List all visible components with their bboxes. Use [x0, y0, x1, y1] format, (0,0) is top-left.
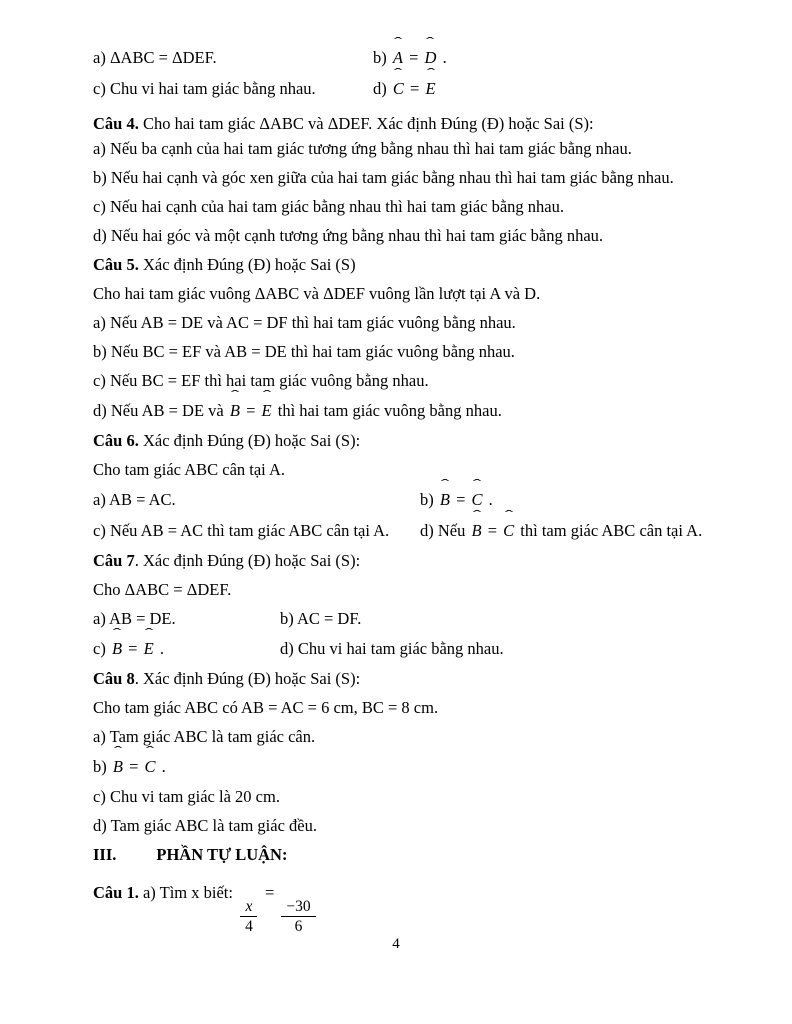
text-run: a) Tam giác ABC là tam giác cân.: [93, 727, 316, 746]
doc-line-left-column: [93, 484, 420, 515]
text-run: =: [124, 639, 142, 658]
circumflex-mark: ˆ: [394, 65, 403, 80]
text-run: c) Chu vi tam giác là 20 cm.: [93, 787, 280, 806]
circumflex-mark: ˆ: [504, 507, 513, 522]
page-number: 4: [392, 936, 400, 952]
document-content: [93, 34, 753, 936]
doc-line: [93, 34, 753, 73]
circumflex-mark: ˆ: [112, 625, 122, 640]
text-run: thì tam giác ABC cân tại A.: [516, 521, 703, 540]
text-run: a) Nếu AB = DE và AC = DF thì hai tam giác vuông bằng nhau.: [93, 313, 516, 332]
circumflex-mark: ˆ: [113, 743, 123, 758]
hat-letter: C: [392, 79, 404, 98]
text-run: b) Nếu hai cạnh và góc xen giữa của hai tam giác bằng nhau thì hai tam giác bằng nhau.: [93, 168, 674, 187]
doc-line-left-column: [93, 515, 420, 546]
text-run: Cho hai tam giác ΔABC và ΔDEF. Xác định Đúng (Đ) hoặc Sai (S):: [138, 114, 594, 133]
doc-line-right-column: [280, 633, 504, 664]
doc-line: [93, 693, 753, 722]
text-run: Câu 7: [93, 551, 135, 570]
fraction: [240, 897, 258, 937]
circumflex-mark: ˆ: [426, 65, 435, 80]
hat-letter: E: [261, 401, 272, 420]
text-run: b) AC = DF.: [280, 609, 362, 628]
angle-hat-notation: [111, 743, 125, 782]
circumflex-mark: ˆ: [472, 476, 482, 491]
text-run: =: [260, 883, 279, 902]
text-run: a) AB = AC.: [93, 490, 176, 509]
doc-line: [93, 664, 753, 693]
text-run: Câu 8: [93, 669, 135, 688]
doc-line: [93, 387, 753, 426]
hat-letter: B: [471, 521, 482, 540]
doc-line: [93, 455, 753, 484]
text-run: . Xác định Đúng (Đ) hoặc Sai (S):: [134, 669, 361, 688]
text-run: Xác định Đúng (Đ) hoặc Sai (S):: [138, 431, 361, 450]
angle-hat-notation: [469, 507, 483, 546]
text-run: =: [241, 401, 260, 420]
doc-line: [93, 134, 753, 163]
doc-line-left-column: [93, 625, 280, 664]
fraction-denominator: 6: [294, 918, 303, 936]
hat-letter: E: [425, 79, 436, 98]
doc-line-left-column: [93, 42, 373, 73]
circumflex-mark: ˆ: [472, 507, 481, 522]
text-run: c) Nếu AB = AC thì tam giác ABC cân tại A.: [93, 521, 390, 540]
text-run: .: [155, 639, 164, 658]
hat-letter: C: [471, 490, 483, 509]
text-run: Câu 6.: [93, 431, 139, 450]
fraction-numerator: x: [240, 897, 257, 917]
circumflex-mark: ˆ: [262, 387, 271, 402]
angle-hat-notation: [142, 625, 156, 664]
text-run: .: [438, 48, 447, 67]
doc-line-right-column: [420, 507, 703, 546]
text-run: d) Nếu: [420, 521, 470, 540]
text-run: thì hai tam giác vuông bằng nhau.: [273, 401, 502, 420]
text-run: =: [451, 490, 470, 509]
fraction: [281, 897, 315, 937]
circumflex-mark: ˆ: [426, 34, 435, 49]
text-run: III.: [93, 845, 117, 864]
hat-letter: B: [229, 401, 240, 420]
doc-line: [93, 722, 753, 751]
text-run: b): [420, 490, 438, 509]
doc-line: [93, 811, 753, 840]
hat-letter: D: [424, 48, 437, 67]
hat-letter: C: [503, 521, 515, 540]
doc-line: [93, 625, 753, 664]
text-run: Cho tam giác ABC cân tại A.: [93, 460, 286, 479]
doc-line: [93, 366, 753, 395]
doc-line: [93, 546, 753, 575]
text-run: Câu 4.: [93, 114, 139, 133]
doc-line: [93, 163, 753, 192]
text-run: d) Chu vi hai tam giác bằng nhau.: [280, 639, 504, 658]
text-run: Cho hai tam giác vuông ΔABC và ΔDEF vuông lần lượt tại A và D.: [93, 284, 541, 303]
doc-line: [93, 782, 753, 811]
text-run: b) Nếu BC = EF và AB = DE thì hai tam giác vuông bằng nhau.: [93, 342, 515, 361]
text-run: a) ΔABC = ΔDEF.: [93, 48, 217, 67]
doc-line-right-column: [280, 604, 361, 633]
text-run: . Xác định Đúng (Đ) hoặc Sai (S):: [134, 551, 361, 570]
text-run: .: [157, 757, 166, 776]
text-run: c) Nếu BC = EF thì hai tam giác vuông bằng nhau.: [93, 371, 429, 390]
text-run: =: [483, 521, 502, 540]
doc-line: [93, 476, 753, 515]
text-run: c): [93, 639, 110, 658]
text-run: b): [373, 48, 391, 67]
text-run: Câu 5.: [93, 255, 139, 274]
text-run: PHẦN TỰ LUẬN:: [156, 845, 288, 864]
doc-line: [93, 113, 753, 134]
angle-hat-notation: [228, 387, 242, 426]
doc-line: [93, 575, 753, 604]
doc-line-right-column: [373, 34, 447, 73]
doc-line: [93, 337, 753, 366]
doc-line: [93, 308, 753, 337]
text-run: Câu 1.: [93, 883, 139, 902]
fraction-numerator: −30: [281, 897, 315, 917]
text-run: Cho tam giác ABC có AB = AC = 6 cm, BC = 8 cm.: [93, 698, 439, 717]
hat-letter: B: [439, 490, 450, 509]
doc-line: [93, 507, 753, 546]
fraction-denominator: 4: [245, 918, 253, 936]
circumflex-mark: ˆ: [440, 476, 450, 491]
doc-line: [93, 840, 753, 869]
text-run: d) Nếu hai góc và một cạnh tương ứng bằng nhau thì hai tam giác bằng nhau.: [93, 226, 604, 245]
angle-hat-notation: [260, 387, 274, 426]
hat-letter: B: [112, 757, 123, 776]
hat-letter: C: [144, 757, 156, 776]
angle-hat-notation: [438, 476, 452, 515]
hat-letter: A: [392, 48, 403, 67]
text-run: =: [124, 757, 143, 776]
angle-hat-notation: [143, 743, 158, 782]
doc-line: [93, 426, 753, 455]
doc-line: [93, 192, 753, 221]
angle-hat-notation: [501, 507, 516, 546]
doc-line-right-column: [420, 476, 493, 515]
circumflex-mark: ˆ: [144, 625, 153, 640]
text-run: d) Nếu AB = DE và: [93, 401, 228, 420]
angle-hat-notation: [423, 65, 437, 104]
doc-line-right-column: [373, 65, 438, 104]
doc-line: [93, 279, 753, 308]
doc-line: [93, 743, 753, 782]
circumflex-mark: ˆ: [393, 34, 403, 49]
doc-line: [93, 221, 753, 250]
text-run: c) Chu vi hai tam giác bằng nhau.: [93, 79, 316, 98]
text-run: Cho ΔABC = ΔDEF.: [93, 580, 232, 599]
doc-line: [93, 869, 753, 936]
doc-line: [93, 604, 753, 633]
text-run: d) Tam giác ABC là tam giác đều.: [93, 816, 317, 835]
text-run: d): [373, 79, 391, 98]
angle-hat-notation: [110, 625, 124, 664]
text-run: a) Tìm x biết:: [138, 883, 238, 902]
text-run: =: [404, 48, 423, 67]
text-run: =: [405, 79, 424, 98]
text-run: c) Nếu hai cạnh của hai tam giác bằng nhau thì hai tam giác bằng nhau.: [93, 197, 564, 216]
hat-letter: B: [111, 639, 123, 658]
text-run: a) Nếu ba cạnh của hai tam giác tương ứng bằng nhau thì hai tam giác bằng nhau.: [93, 139, 632, 158]
doc-line: [93, 250, 753, 279]
text-run: a) AB = DE.: [93, 609, 176, 628]
hat-letter: E: [143, 639, 154, 658]
doc-line-left-column: [93, 73, 373, 104]
text-run: Xác định Đúng (Đ) hoặc Sai (S): [138, 255, 356, 274]
doc-line: [93, 65, 753, 104]
text-run: .: [484, 490, 493, 509]
circumflex-mark: ˆ: [230, 387, 240, 402]
angle-hat-notation: [391, 65, 406, 104]
circumflex-mark: ˆ: [145, 743, 155, 758]
text-run: b): [93, 757, 111, 776]
